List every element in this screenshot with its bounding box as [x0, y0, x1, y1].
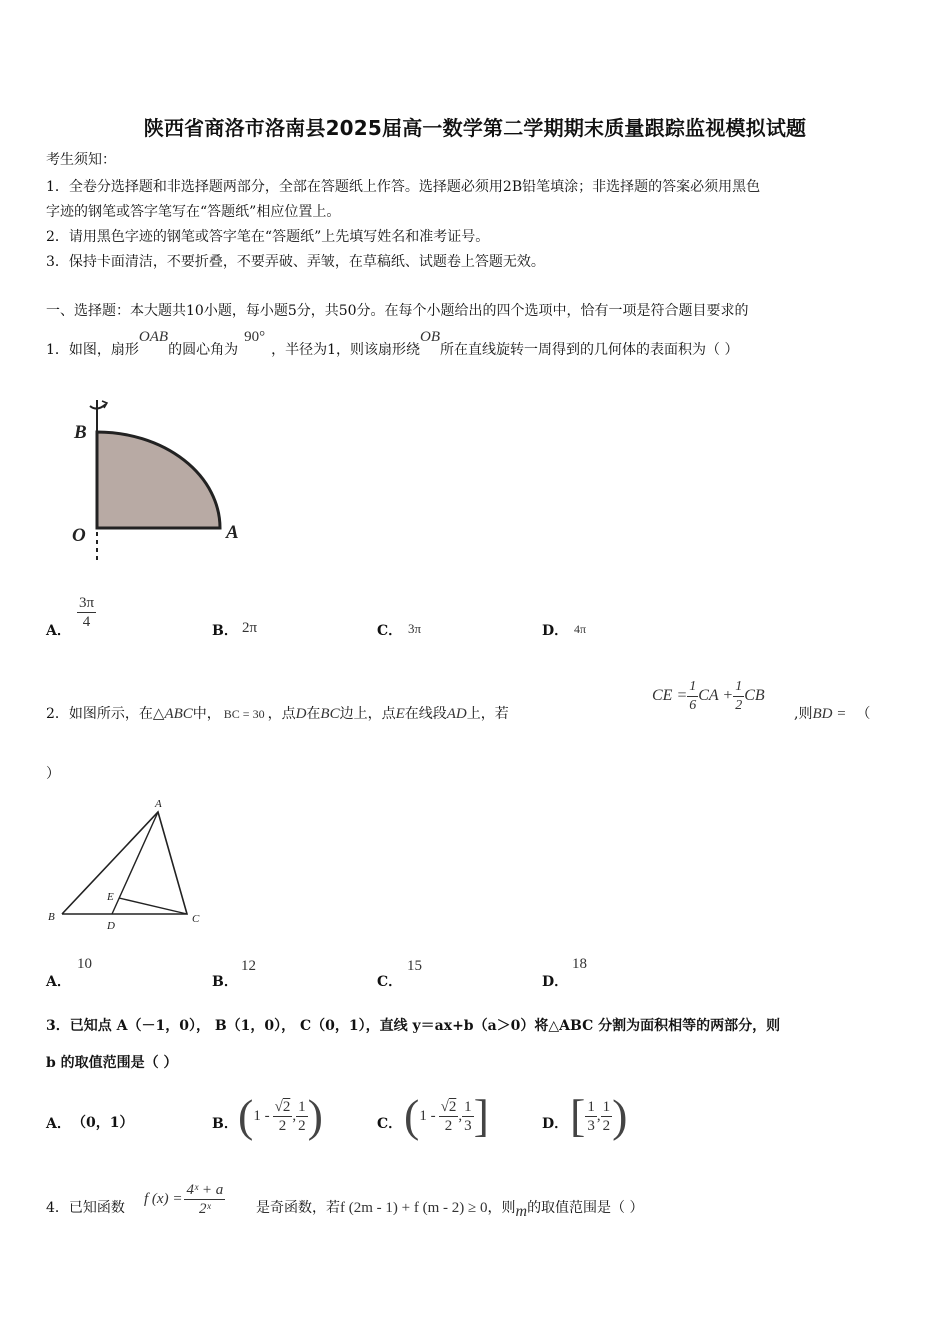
f2-den: 2 — [735, 698, 743, 713]
b-num2: 1 — [298, 1098, 306, 1115]
d-den1: 3 — [587, 1117, 595, 1134]
q1-sector-figure — [60, 392, 260, 572]
q4-text-2 — [256, 1198, 644, 1218]
q1-option-b-value: 2π — [242, 620, 258, 636]
c-den2: 3 — [464, 1117, 472, 1134]
q2-paren-open: （ — [856, 706, 871, 722]
label-e: E — [107, 891, 114, 903]
q2-triangle: △ABC — [152, 706, 193, 722]
q2-option-a-value: 10 — [77, 956, 92, 972]
paren-right-icon: ) — [612, 1090, 628, 1141]
q2-vector-equation — [652, 678, 765, 715]
label-d: D — [107, 920, 115, 932]
q1-option-a-value — [77, 594, 96, 631]
paren-left-icon: ( — [404, 1090, 420, 1141]
notice-item-1: 1．全卷分选择题和非选择题两部分，全部在答题纸上作答。选择题必须用2B铅笔填涂；非选择题的答案必须用黑色 — [46, 179, 761, 195]
d-sep: , — [596, 1107, 601, 1124]
b-den2: 2 — [298, 1117, 306, 1134]
label-a: A — [226, 522, 239, 543]
q1-part: 1．如图，扇形 — [46, 342, 139, 358]
q2-point-d: D — [295, 706, 307, 722]
label-c: C — [192, 913, 200, 925]
q2-triangle-figure — [44, 794, 214, 936]
q2-part: 2．如图所示，在 — [46, 706, 153, 722]
q2-option-b-label: B． — [212, 974, 238, 990]
q3-option-d-value — [570, 1088, 627, 1144]
q2-part: 在线段 — [404, 706, 447, 722]
q4-part: ，则 — [487, 1200, 516, 1216]
q4-part: 4．已知函数 — [46, 1200, 125, 1216]
q2-part: 中， — [192, 706, 221, 722]
q4-condition: f (2m - 1) + f (m - 2) ≥ 0 — [340, 1200, 488, 1216]
q2-paren-close: ） — [46, 766, 60, 782]
q1-part: 所在直线旋转一周得到的几何体的表面积为（ ） — [440, 342, 739, 358]
q2-option-c-value: 15 — [407, 958, 422, 974]
q4-var-m: m — [515, 1203, 528, 1220]
q2-part: 在 — [306, 706, 321, 722]
d-num1: 1 — [587, 1098, 595, 1115]
label-a: A — [155, 798, 162, 810]
eq-end: CB — [744, 687, 765, 705]
question-4-text — [46, 1198, 125, 1218]
q3-option-d-label: D． — [542, 1116, 569, 1132]
q3-option-b-label: B． — [212, 1116, 238, 1132]
q4-den: 2ˣ — [199, 1200, 211, 1217]
q1-angle: 90° — [244, 329, 266, 345]
q1-option-d-value: 4π — [574, 622, 587, 636]
q4-part: 是奇函数，若 — [256, 1200, 340, 1216]
bracket-left-icon: [ — [570, 1090, 586, 1141]
q3-option-b-value: ( 1 - $\frac{√2}{2}$ , $\frac{1}{2}$ ) — [238, 1090, 323, 1141]
sector-shape — [97, 432, 220, 528]
q2-option-c-label: C． — [377, 974, 403, 990]
q1-option-d-label: D． — [542, 623, 569, 639]
eq-mid: CA + — [698, 687, 734, 705]
q1-a-num: 3π — [79, 595, 95, 611]
q2-bd: BD = — [812, 706, 847, 722]
q1-part: ，半径为1，则该扇形绕 — [271, 342, 421, 358]
question-2-text — [46, 704, 509, 724]
q2-segment-ad: AD — [446, 706, 467, 722]
c-lead: 1 - — [419, 1107, 436, 1124]
label-o: O — [72, 525, 86, 546]
label-b: B — [74, 422, 87, 443]
q2-part: ,则 — [794, 706, 813, 722]
notice-item-2: 2．请用黑色字迹的钢笔或答字笔在“答题纸”上先填写姓名和准考证号。 — [46, 229, 490, 245]
q2-tail — [794, 704, 870, 724]
q2-bc-length: BC = 30 — [223, 707, 265, 721]
notice-heading: 考生须知： — [46, 152, 116, 168]
q4-part: 的取值范围是（ ） — [527, 1200, 644, 1216]
label-b: B — [48, 911, 55, 923]
q2-option-d-value: 18 — [572, 956, 587, 972]
q4-function — [144, 1174, 225, 1224]
bracket-right-icon: ] — [473, 1090, 489, 1141]
f1-num: 1 — [687, 678, 698, 697]
q3-option-c-value: ( 1 - $\frac{√2}{2}$ , $\frac{1}{3}$ ] — [404, 1090, 489, 1141]
q1-part: 的圆心角为 — [168, 342, 239, 358]
paren-left-icon: ( — [238, 1090, 254, 1141]
d-den2: 2 — [602, 1117, 611, 1134]
q4-num: 4ˣ + a — [186, 1181, 224, 1198]
c-num2: 1 — [464, 1098, 472, 1115]
q1-a-den: 4 — [82, 614, 91, 630]
q2-option-b-value: 12 — [241, 958, 256, 974]
c-sqrt: 2 — [448, 1098, 457, 1115]
b-sqrt: 2 — [282, 1098, 291, 1115]
q3-option-c-label: C． — [377, 1116, 403, 1132]
section-heading: 一、选择题：本大题共10小题，每小题5分，共50分。在每个小题给出的四个选项中，恰有一项是符合题目要求的 — [46, 303, 749, 319]
q4-fx: f (x) = — [144, 1190, 183, 1207]
q1-sector-name: OAB — [138, 329, 169, 345]
f1-den: 6 — [689, 698, 697, 713]
notice-item-3: 3．保持卡面清洁，不要折叠，不要弄破、弄皱，在草稿纸、试题卷上答题无效。 — [46, 254, 545, 270]
paren-right-icon: ) — [307, 1090, 323, 1141]
q1-option-c-label: C． — [377, 623, 403, 639]
question-3-line-1: 3．已知点 A（－1，0）， B（1，0）， C（0，1），直线 y＝ax+b（a＞0）将△ABC 分割为面积相等的两部分，则 — [46, 1018, 781, 1034]
q2-option-a-label: A． — [46, 974, 71, 990]
q1-axis: OB — [420, 329, 441, 345]
q2-option-d-label: D． — [542, 974, 569, 990]
q1-option-c-value: 3π — [408, 621, 422, 636]
b-den: 2 — [278, 1117, 287, 1134]
segment-ec — [119, 898, 187, 914]
f2-num: 1 — [733, 678, 744, 697]
question-1-text — [46, 329, 739, 360]
notice-item-1-cont: 字迹的钢笔或答字笔写在“答题纸”相应位置上。 — [46, 204, 341, 220]
q1-option-b-label: B． — [212, 623, 238, 639]
b-lead: 1 - — [253, 1107, 270, 1124]
d-num2: 1 — [602, 1098, 611, 1115]
q2-part: 上，若 — [466, 706, 509, 722]
q3-option-a-value: （0，1） — [72, 1115, 134, 1131]
q2-side-bc: BC — [320, 706, 340, 722]
q3-option-a-label: A． — [46, 1116, 71, 1132]
q1-option-a-label: A． — [46, 623, 71, 639]
q2-part: ，点 — [267, 706, 296, 722]
c-den: 2 — [444, 1117, 453, 1134]
b-sep: , — [292, 1107, 297, 1124]
q2-part: 边上，点 — [339, 706, 396, 722]
question-3-line-2: b 的取值范围是（ ） — [46, 1055, 178, 1071]
page-title: 陕西省商洛市洛南县2025届高一数学第二学期期末质量跟踪监视模拟试题 — [143, 116, 807, 140]
segment-ad — [112, 812, 158, 914]
q2-point-e: E — [395, 706, 405, 722]
c-sep: , — [458, 1107, 463, 1124]
eq-lhs: CE = — [652, 687, 688, 705]
